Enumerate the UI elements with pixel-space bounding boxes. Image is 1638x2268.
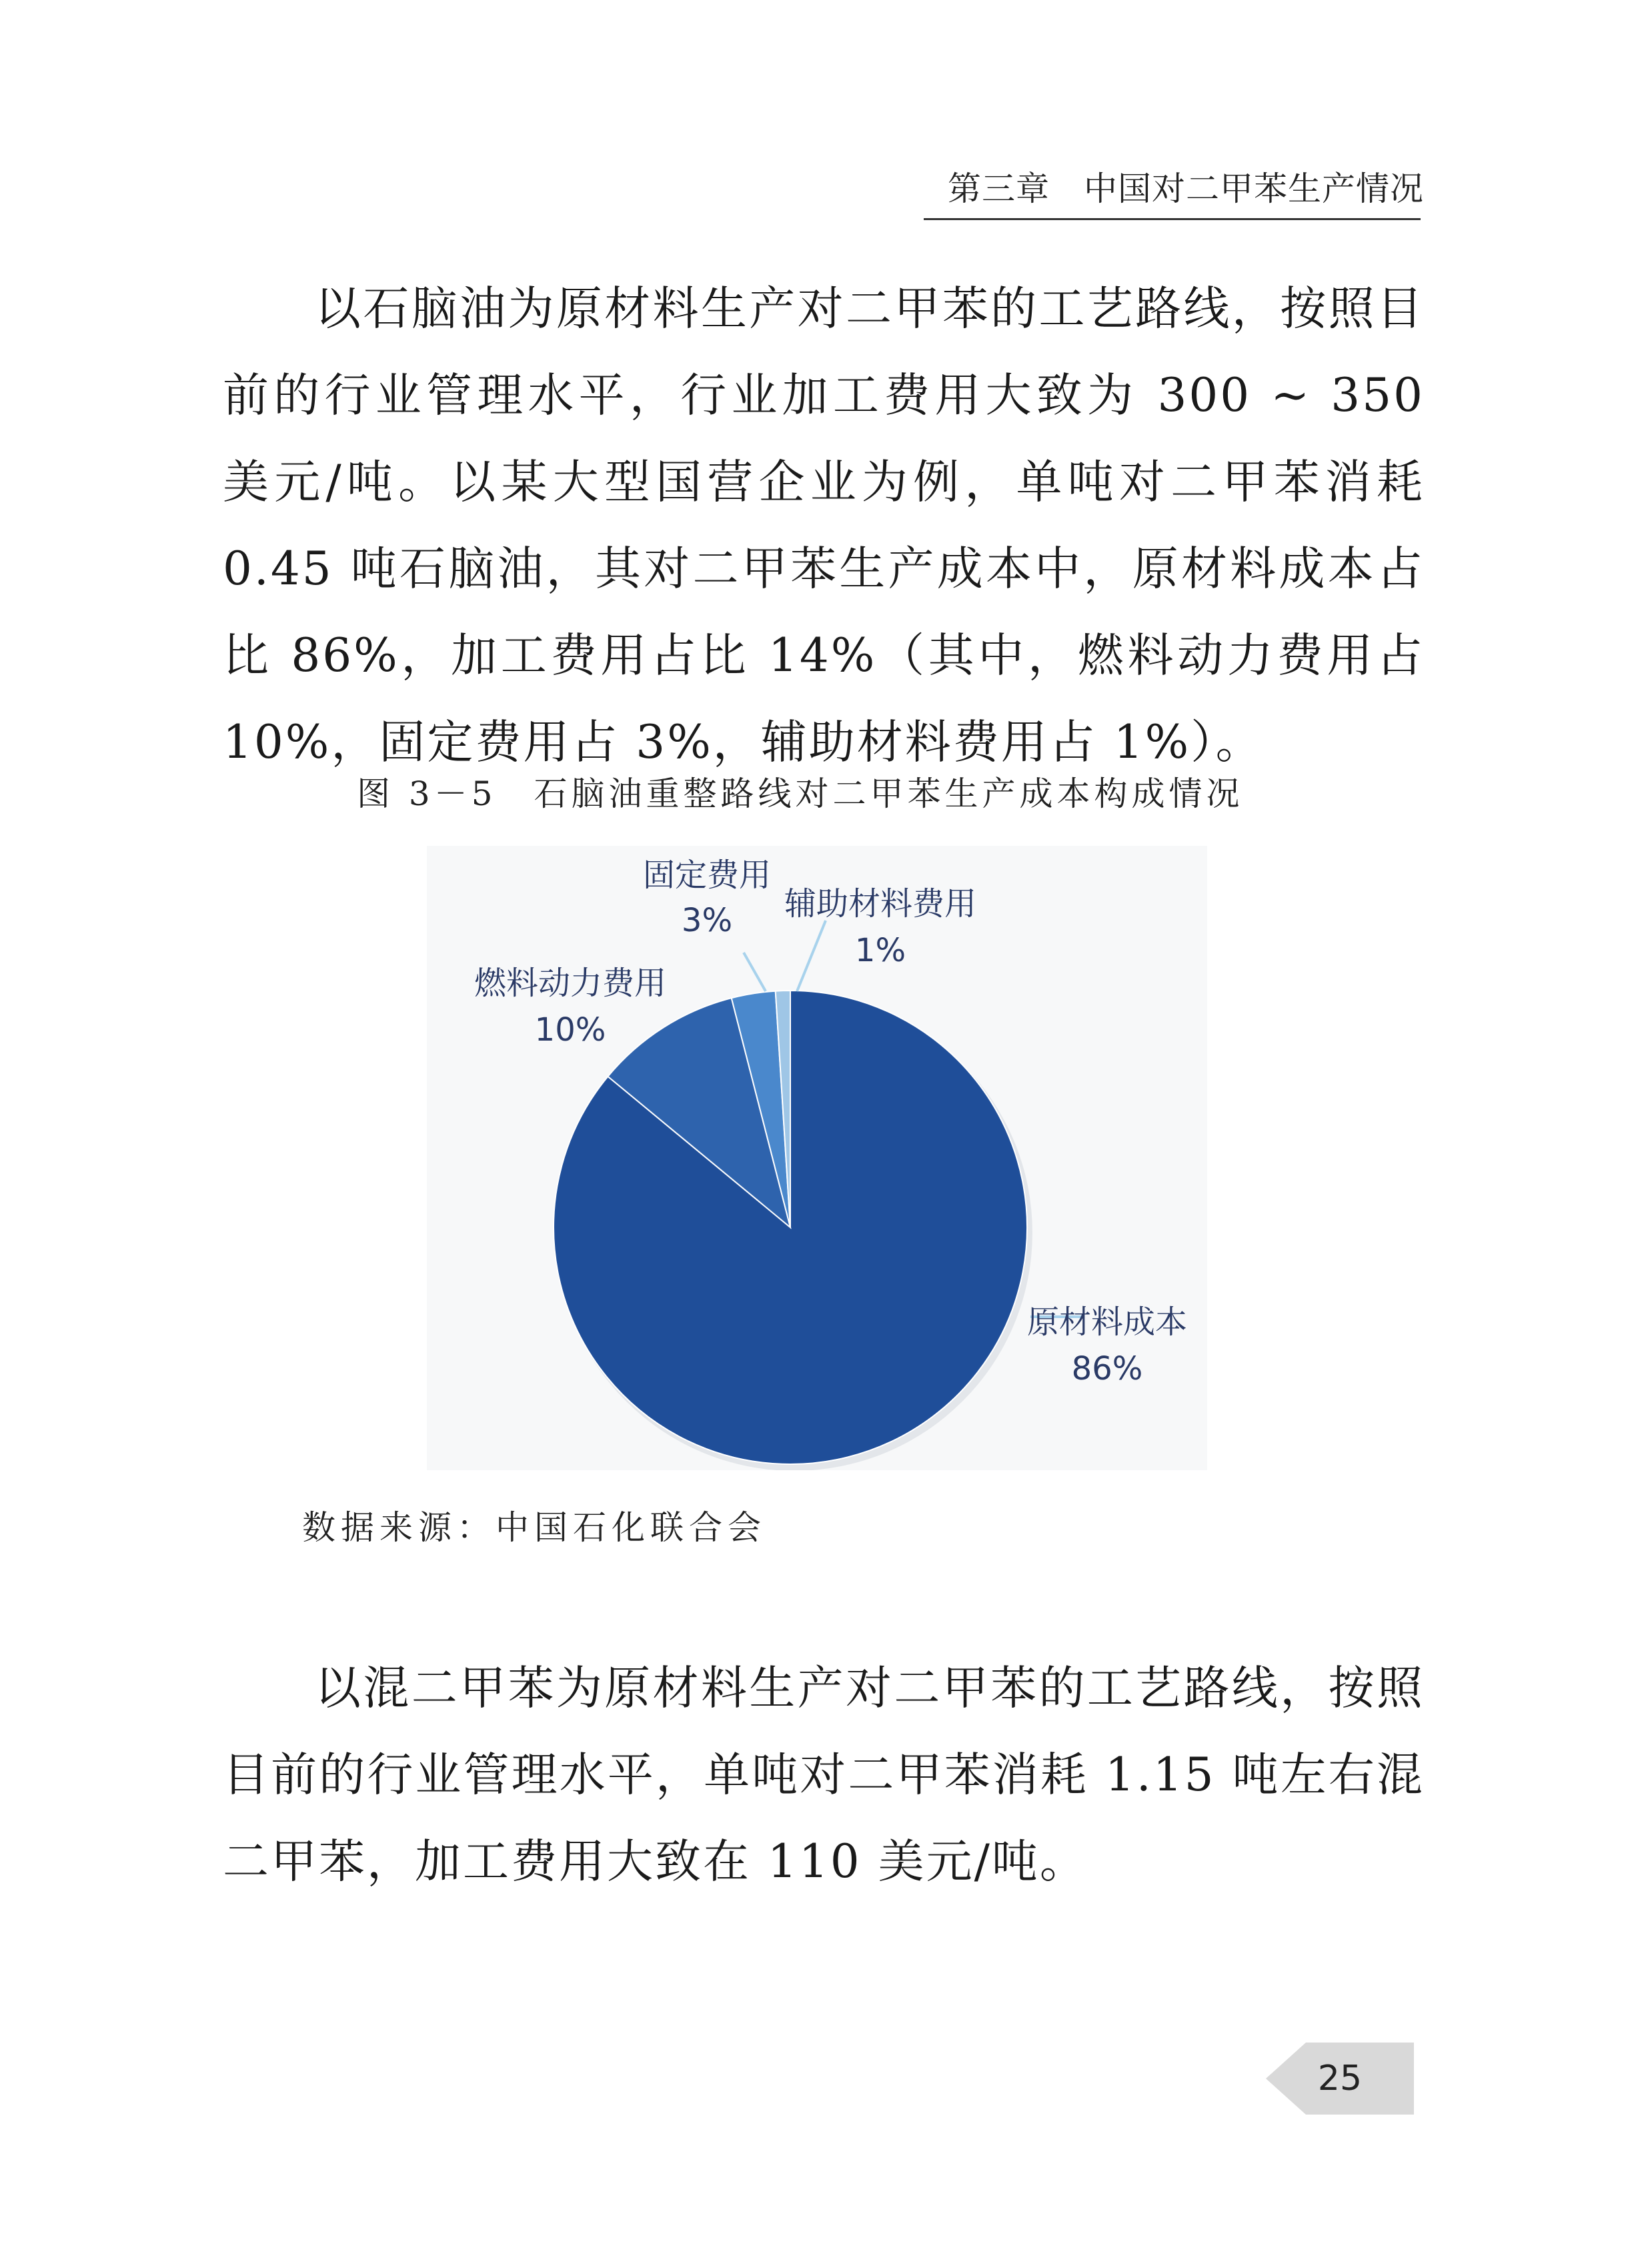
paragraph-mixed-xylene-route: 以混二甲苯为原材料生产对二甲苯的工艺路线，按照目前的行业管理水平，单吨对二甲苯消耗 1.15 吨左右混二甲苯，加工费用大致在 110 美元/吨。 [223,1662,1425,1888]
pie-chart-svg [427,846,1207,1470]
slice-category-label-3: 辅助材料费用 [784,885,977,923]
figure-source: 数据来源：中国石化联合会 [302,1508,766,1547]
leader-line-3 [797,921,826,991]
paragraph-naphtha-route: 以石脑油为原材料生产对二甲苯的工艺路线，按照目前的行业管理水平，行业加工费用大致为 300 ~ 350 美元/吨。以某大型国营企业为例，单吨对二甲苯消耗 0.45 吨石脑油，其对二甲苯生产成本中，原材料成本占比 86%，加工费用占比 14%（其中，燃料动力费用占 10%，固定费用占 3%，辅助材料费用占 1%）。 [223,282,1425,769]
slice-value-label-0: 86% [1071,1350,1143,1387]
header-rule [924,218,1421,220]
slice-category-label-2: 固定费用 [642,857,772,894]
leader-line-2 [744,953,766,991]
slice-value-label-3: 1% [854,932,906,969]
page-number-badge [1266,2041,1414,2116]
slice-category-label-1: 燃料动力费用 [474,965,667,1002]
page-number: 25 [1317,2059,1363,2099]
slice-category-label-0: 原材料成本 [1026,1303,1188,1341]
slice-value-label-2: 3% [681,902,733,939]
figure-caption: 图 3－5 石脑油重整路线对二甲苯生产成本构成情况 [357,774,1244,813]
pie-chart [427,846,1207,1470]
slice-value-label-1: 10% [534,1011,606,1049]
running-title: 第三章 中国对二甲苯生产情况 [948,169,1424,208]
